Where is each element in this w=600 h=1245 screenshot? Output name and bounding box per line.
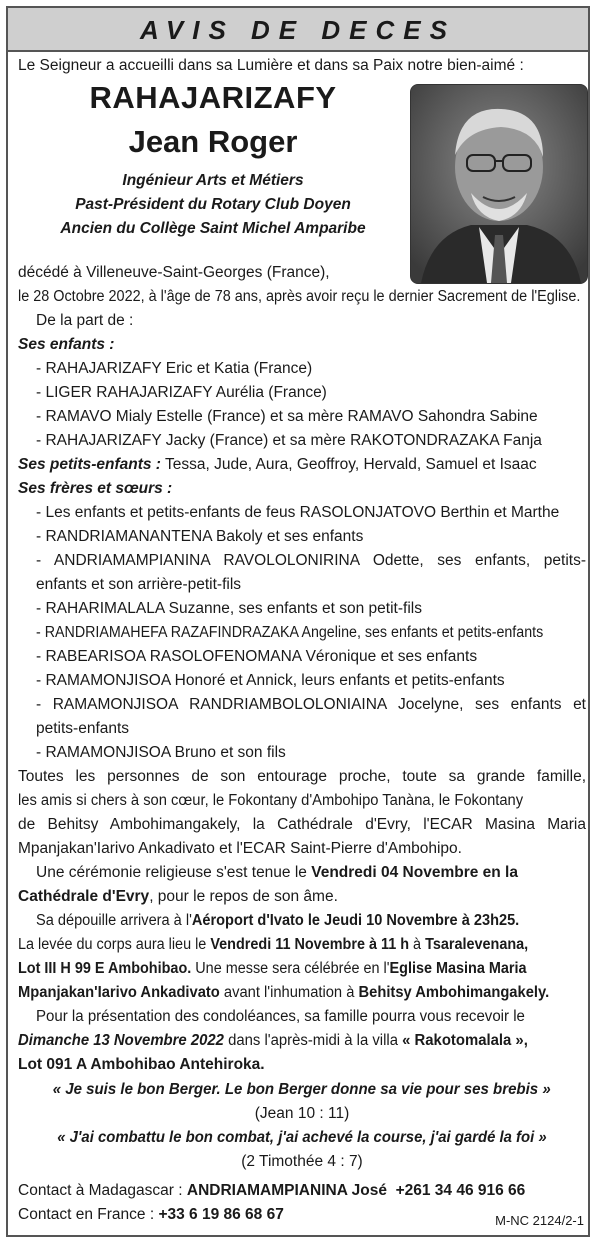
child-item: - RAHAJARIZAFY Jacky (France) et sa mère RAKOTONDRAZAKA Fanja	[36, 432, 542, 449]
death-place: décédé à Villeneuve-Saint-Georges (France),	[18, 264, 330, 281]
reference-code: M-NC 2124/2-1	[495, 1213, 584, 1228]
quote-text: « Je suis le bon Berger. Le bon Berger donne sa vie pour ses brebis »	[52, 1081, 552, 1098]
arrival-lot: Lot III H 99 E Ambohibao.	[18, 960, 192, 977]
sibling-line: - RANDRIAMANANTENA Bakoly et ses enfants	[36, 528, 364, 545]
sibling-line: petits-enfants	[36, 720, 130, 737]
mass-church: Eglise Masina Maria	[389, 960, 527, 977]
arrival-place: Tsaralevenana,	[425, 936, 529, 953]
arrival-date: Vendredi 11 Novembre à 11 h	[210, 936, 410, 953]
sibling-line: - ANDRIAMAMPIANINA RAVOLOLONIRINA Odette, ses enfants, petits-	[36, 552, 586, 569]
entourage-line: les amis si chers à son cœur, le Fokontany d'Ambohipo Tanàna, le Fokontany	[18, 792, 524, 809]
condolences-villa: « Rakotomalala »,	[402, 1032, 528, 1049]
sibling-line: enfants et son arrière-petit-fils	[36, 576, 242, 593]
from-label: De la part de :	[36, 312, 134, 329]
deceased-title-3: Ancien du Collège Saint Michel Amparibe	[60, 220, 366, 237]
death-details: le 28 Octobre 2022, à l'âge de 78 ans, après avoir reçu le dernier Sacrement de l'Eglise.	[18, 288, 581, 305]
grandchildren-label: Ses petits-enfants :	[18, 456, 161, 473]
contact-france-label: Contact en France :	[18, 1206, 159, 1223]
sibling-line: - RABEARISOA RASOLOFENOMANA Véronique et ses enfants	[36, 648, 478, 665]
child-item: - RAHAJARIZAFY Eric et Katia (France)	[36, 360, 313, 377]
quote-reference: (Jean 10 : 11)	[254, 1105, 350, 1122]
portrait-photo	[410, 84, 588, 284]
arrival-text: Une messe sera célébrée en l'	[191, 960, 390, 977]
child-item: - RAMAVO Mialy Estelle (France) et sa mère RAMAVO Sahondra Sabine	[36, 408, 538, 425]
sibling-line: - RAMAMONJISOA Honoré et Annick, leurs enfants et petits-enfants	[36, 672, 505, 689]
contact-madagascar-phone: +261 34 46 916 66	[395, 1182, 526, 1199]
child-item: - LIGER RAHAJARIZAFY Aurélia (France)	[36, 384, 327, 401]
ceremony-place: Cathédrale d'Evry	[18, 888, 150, 905]
children-label: Ses enfants :	[18, 336, 115, 353]
entourage-line: Mpanjakan'Iarivo Ankadivato et l'ECAR Saint-Pierre d'Ambohipo.	[18, 840, 462, 857]
notice-header: AVIS DE DECES	[8, 8, 588, 52]
condolences-text: Pour la présentation des condoléances, sa famille pourra vous recevoir le	[36, 1008, 525, 1025]
entourage-line: de Behitsy Ambohimangakely, la Cathédrale d'Evry, l'ECAR Masina Maria	[18, 816, 586, 833]
sibling-line: - RAHARIMALALA Suzanne, ses enfants et son petit-fils	[36, 600, 422, 617]
mass-church: Mpanjakan'Iarivo Ankadivato	[18, 984, 220, 1001]
sibling-line: - RANDRIAMAHEFA RAZAFINDRAZAKA Angeline, ses enfants et petits-enfants	[36, 624, 544, 641]
quote-text: « J'ai combattu le bon combat, j'ai achevé la course, j'ai gardé la foi »	[57, 1129, 547, 1146]
deceased-title-1: Ingénieur Arts et Métiers	[122, 172, 304, 189]
ceremony-text: , pour le repos de son âme.	[149, 888, 338, 905]
condolences-address: Lot 091 A Ambohibao Antehiroka.	[18, 1056, 265, 1073]
entourage-line: Toutes les personnes de son entourage proche, toute sa grande famille,	[18, 768, 586, 785]
contact-madagascar-name: ANDRIAMAMPIANINA José	[186, 1182, 387, 1199]
sibling-line: - RAMAMONJISOA Bruno et son fils	[36, 744, 286, 761]
arrival-details: Aéroport d'Ivato le Jeudi 10 Novembre à 23h25.	[191, 912, 520, 929]
burial-place: Behitsy Ambohimangakely.	[358, 984, 550, 1001]
grandchildren-names: Tessa, Jude, Aura, Geoffroy, Hervald, Samuel et Isaac	[165, 456, 537, 473]
arrival-text: avant l'inhumation à	[219, 984, 359, 1001]
deceased-title-2: Past-Président du Rotary Club Doyen	[75, 196, 351, 213]
ceremony-date: Vendredi 04 Novembre en la	[311, 864, 518, 881]
quote-reference: (2 Timothée 4 : 7)	[241, 1153, 363, 1170]
siblings-label: Ses frères et sœurs :	[18, 480, 173, 497]
condolences-date: Dimanche 13 Novembre 2022	[18, 1032, 224, 1049]
sibling-line: - Les enfants et petits-enfants de feus RASOLONJATOVO Berthin et Marthe	[36, 504, 560, 521]
contact-france-phone: +33 6 19 86 68 67	[158, 1206, 284, 1223]
intro-text: Le Seigneur a accueilli dans sa Lumière et dans sa Paix notre bien-aimé :	[18, 57, 524, 74]
ceremony-text: Une cérémonie religieuse s'est tenue le	[36, 864, 312, 881]
arrival-text: à	[409, 936, 426, 953]
contact-madagascar-label: Contact à Madagascar :	[18, 1182, 187, 1199]
deceased-surname: RAHAJARIZAFY	[89, 80, 337, 115]
condolences-text: dans l'après-midi à la villa	[223, 1032, 403, 1049]
arrival-text: Sa dépouille arrivera à l'	[36, 912, 192, 929]
sibling-line: - RAMAMONJISOA RANDRIAMBOLOLONIAINA Jocelyne, ses enfants et	[36, 696, 586, 713]
deceased-given-names: Jean Roger	[128, 124, 298, 159]
arrival-text: La levée du corps aura lieu le	[18, 936, 211, 953]
